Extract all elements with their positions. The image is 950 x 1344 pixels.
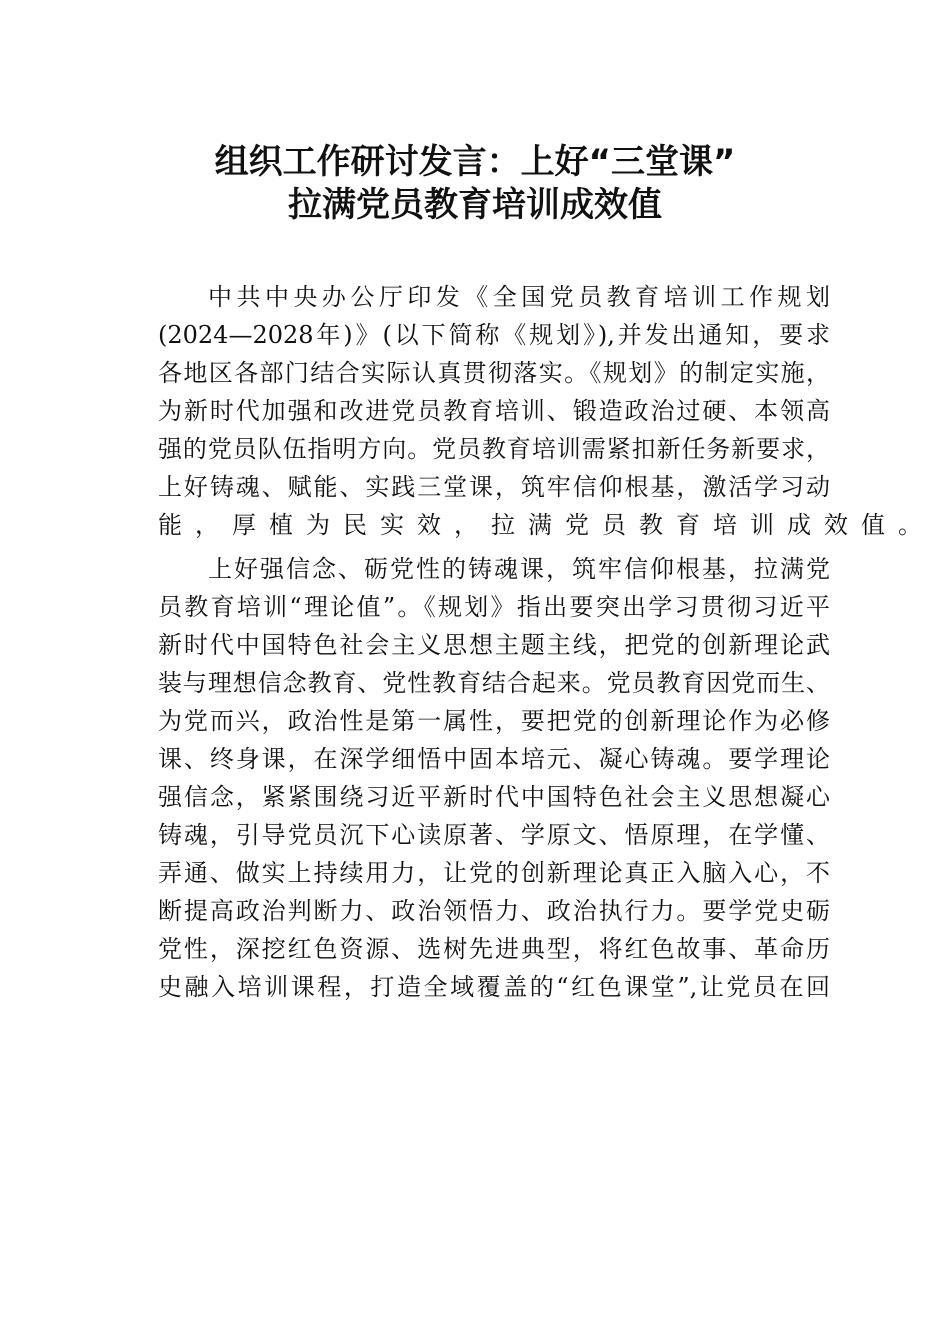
text-line: 能，厚植为民实效，拉满党员教育培训成效值。 bbox=[158, 511, 935, 539]
text-line: 上好铸魂、赋能、实践三堂课，筑牢信仰根基，激活学习动 bbox=[158, 473, 830, 501]
text-line: 强信念，紧紧围绕习近平新时代中国特色社会主义思想凝心 bbox=[158, 783, 830, 811]
text-line: 为党而兴，政治性是第一属性，要把党的创新理论作为必修 bbox=[158, 707, 830, 735]
text-line: 中共中央办公厅印发《全国党员教育培训工作规划 bbox=[208, 283, 830, 311]
text-line: 装与理想信念教育、党性教育结合起来。党员教育因党而生、 bbox=[158, 669, 830, 697]
text-line: 断提高政治判断力、政治领悟力、政治执行力。要学党史砺 bbox=[158, 897, 830, 925]
document-title-line-2: 拉满党员教育培训成效值 bbox=[288, 185, 662, 225]
text-line: (2024—2028年)》(以下简称《规划》),并发出通知，要求 bbox=[158, 321, 830, 349]
document-body bbox=[158, 278, 935, 1012]
paragraph bbox=[158, 550, 830, 1006]
text-line: 党性，深挖红色资源、选树先进典型，将红色故事、革命历 bbox=[158, 935, 830, 963]
text-line: 上好强信念、砺党性的铸魂课，筑牢信仰根基，拉满党 bbox=[208, 555, 830, 583]
text-line: 员教育培训“理论值”。《规划》指出要突出学习贯彻习近平 bbox=[158, 593, 830, 621]
text-line: 课、终身课，在深学细悟中固本培元、凝心铸魂。要学理论 bbox=[158, 745, 830, 773]
document-title-line-1: 组织工作研讨发言：上好“三堂课” bbox=[214, 142, 736, 182]
paragraph bbox=[158, 278, 935, 544]
text-line: 铸魂，引导党员沉下心读原著、学原文、悟原理，在学懂、 bbox=[158, 821, 830, 849]
text-line: 为新时代加强和改进党员教育培训、锻造政治过硬、本领高 bbox=[158, 397, 830, 425]
text-line: 新时代中国特色社会主义思想主题主线，把党的创新理论武 bbox=[158, 631, 830, 659]
text-line: 史融入培训课程，打造全域覆盖的“红色课堂”,让党员在回 bbox=[158, 973, 830, 1001]
text-line: 弄通、做实上持续用力，让党的创新理论真正入脑入心，不 bbox=[158, 859, 830, 887]
text-line: 强的党员队伍指明方向。党员教育培训需紧扣新任务新要求， bbox=[158, 435, 830, 463]
text-line: 各地区各部门结合实际认真贯彻落实。《规划》的制定实施， bbox=[158, 359, 830, 387]
